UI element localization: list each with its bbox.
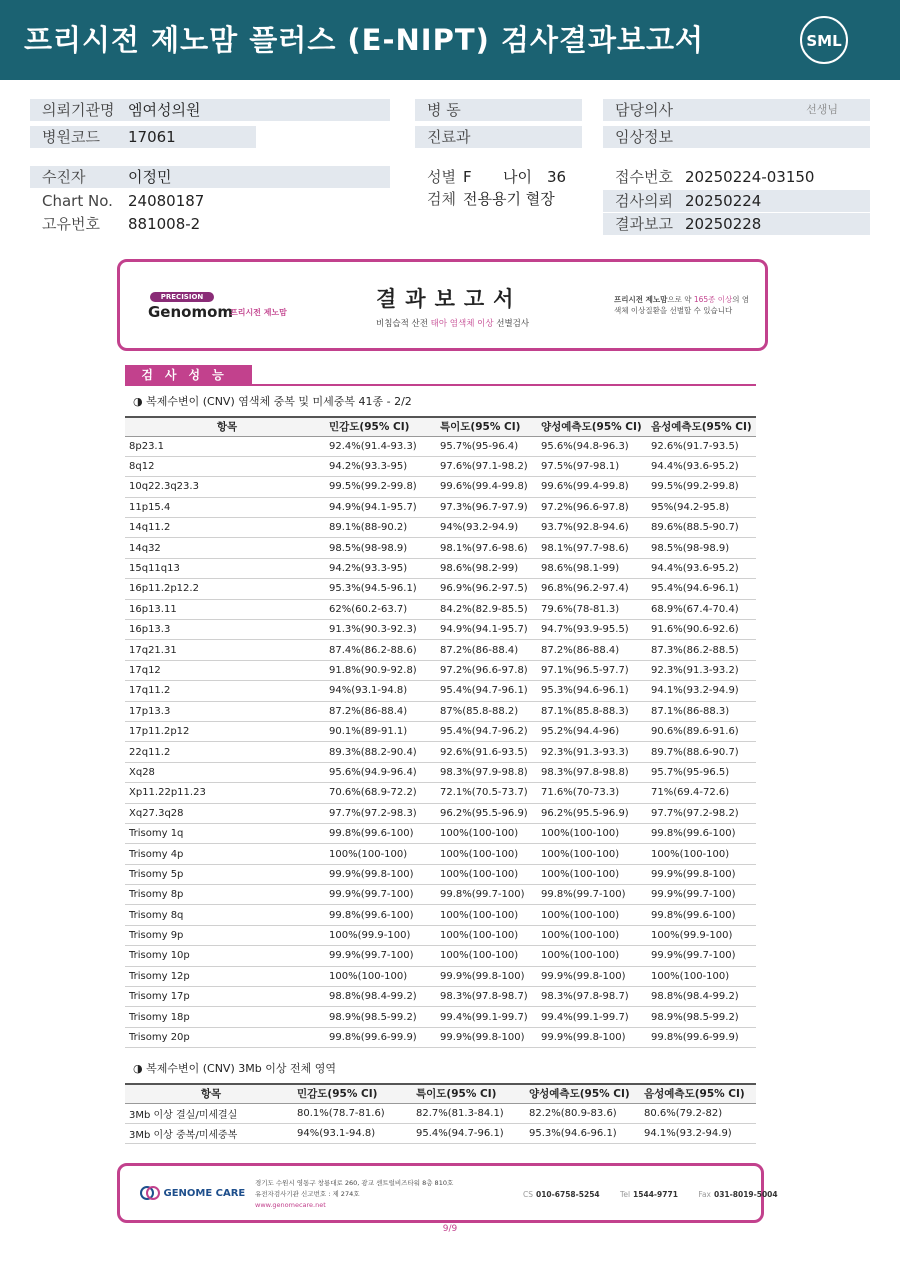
report-date-row (603, 213, 870, 235)
clinical-info-label: 임상정보 (615, 128, 673, 146)
cs-label: CS (523, 1190, 533, 1199)
table-row (125, 864, 756, 884)
row-value-cell: 90.1%(89-91.1) (329, 721, 440, 741)
genomom-brand: Genomom (148, 303, 234, 321)
doctor-row (603, 99, 870, 121)
row-value-cell: 71%(69.4-72.6) (651, 783, 756, 803)
row-value-cell: 62%(60.2-63.7) (329, 599, 440, 619)
hospital-code-value: 17061 (128, 128, 176, 146)
sex-value: F (463, 168, 472, 186)
row-value-cell: 87.2%(86-88.4) (541, 640, 651, 660)
row-value-cell: 100%(100-100) (329, 966, 440, 986)
row-value-cell: 100%(100-100) (440, 905, 541, 925)
table-row (125, 905, 756, 925)
genome-care-logo (140, 1185, 245, 1201)
row-value-cell: 92.3%(91.3-93.2) (651, 660, 756, 680)
row-value-cell: 92.6%(91.6-93.5) (440, 742, 541, 762)
row-value-cell: 99.9%(99.7-100) (651, 946, 756, 966)
request-date-label: 검사의뢰 (615, 192, 673, 210)
row-value-cell: 84.2%(82.9-85.5) (440, 599, 541, 619)
row-value-cell: 100%(100-100) (651, 966, 756, 986)
table-header-row (125, 1084, 756, 1103)
table-row (125, 1123, 756, 1143)
row-item-cell: 8q12 (125, 456, 329, 476)
row-value-cell: 96.2%(95.5-96.9) (541, 803, 651, 823)
row-value-cell: 87%(85.8-88.2) (440, 701, 541, 721)
row-value-cell: 100%(100-100) (329, 844, 440, 864)
footer-website-link[interactable]: www.genomecare.net (255, 1201, 326, 1209)
row-value-cell: 71.6%(70-73.3) (541, 783, 651, 803)
row-item-cell: 14q11.2 (125, 518, 329, 538)
doctor-label: 담당의사 (615, 101, 673, 119)
table-row (125, 742, 756, 762)
genome-care-logo-icon (140, 1185, 160, 1201)
row-value-cell: 87.3%(86.2-88.5) (651, 640, 756, 660)
row-value-cell: 82.7%(81.3-84.1) (416, 1103, 529, 1123)
column-header: 항목 (125, 1084, 297, 1103)
row-item-cell: 17q21.31 (125, 640, 329, 660)
row-value-cell: 96.2%(95.5-96.9) (440, 803, 541, 823)
row-value-cell: 99.9%(99.8-100) (329, 864, 440, 884)
table-row (125, 497, 756, 517)
genomom-brand-sub: 프리시전 제노맘 (230, 308, 287, 317)
row-value-cell: 97.2%(96.6-97.8) (440, 660, 541, 680)
column-header: 민감도(95% CI) (329, 417, 440, 436)
specimen-row (415, 188, 595, 210)
ward-row (415, 99, 582, 121)
row-value-cell: 99.9%(99.8-100) (440, 1027, 541, 1047)
row-value-cell: 95.3%(94.5-96.1) (329, 579, 440, 599)
row-item-cell: Xp11.22p11.23 (125, 783, 329, 803)
row-value-cell: 99.9%(99.8-100) (541, 966, 651, 986)
receipt-no-row (603, 166, 870, 188)
table-row (125, 436, 756, 456)
row-item-cell: Trisomy 9p (125, 925, 329, 945)
receipt-no-value: 20250224-03150 (685, 168, 815, 186)
section-tag: 검사성능 (125, 365, 252, 385)
row-value-cell: 97.6%(97.1-98.2) (440, 456, 541, 476)
row-value-cell: 99.8%(99.6-100) (329, 905, 440, 925)
table-row (125, 1027, 756, 1047)
row-value-cell: 96.8%(96.2-97.4) (541, 579, 651, 599)
row-value-cell: 100%(100-100) (541, 864, 651, 884)
column-header: 음성예측도(95% CI) (644, 1084, 756, 1103)
table-row (125, 701, 756, 721)
row-value-cell: 70.6%(68.9-72.2) (329, 783, 440, 803)
row-value-cell: 96.9%(96.2-97.5) (440, 579, 541, 599)
unique-no-label: 고유번호 (42, 215, 100, 233)
ward-label: 병 동 (427, 101, 461, 119)
row-value-cell: 87.2%(86-88.4) (440, 640, 541, 660)
row-value-cell: 98.9%(98.5-99.2) (329, 1007, 440, 1027)
row-value-cell: 100%(100-100) (541, 905, 651, 925)
doctor-suffix: 선생님 (806, 103, 838, 116)
row-value-cell: 92.6%(91.7-93.5) (651, 436, 756, 456)
row-value-cell: 72.1%(70.5-73.7) (440, 783, 541, 803)
table-row (125, 823, 756, 843)
row-value-cell: 80.1%(78.7-81.6) (297, 1103, 416, 1123)
footer-box (117, 1163, 778, 1223)
row-value-cell: 94%(93.2-94.9) (440, 518, 541, 538)
sex-label: 성별 (427, 168, 456, 186)
row-value-cell: 99.9%(99.7-100) (651, 885, 756, 905)
row-value-cell: 95.6%(94.9-96.4) (329, 762, 440, 782)
fax-label: Fax (698, 1190, 711, 1199)
row-value-cell: 99.8%(99.7-100) (541, 885, 651, 905)
footer-address: 경기도 수원시 영통구 창룡대로 260, 광교 센트럴비즈타워 8층 810호 (255, 1179, 454, 1187)
row-value-cell: 87.1%(85.8-88.3) (541, 701, 651, 721)
row-value-cell: 99.9%(99.8-100) (440, 966, 541, 986)
row-item-cell: 17p13.3 (125, 701, 329, 721)
table-row (125, 640, 756, 660)
table-row (125, 579, 756, 599)
row-value-cell: 99.6%(99.4-99.8) (440, 477, 541, 497)
row-value-cell: 98.5%(98-98.9) (651, 538, 756, 558)
column-header: 민감도(95% CI) (297, 1084, 416, 1103)
row-value-cell: 98.3%(97.8-98.7) (541, 987, 651, 1007)
table-row (125, 558, 756, 578)
row-value-cell: 99.5%(99.2-99.8) (651, 477, 756, 497)
row-value-cell: 91.6%(90.6-92.6) (651, 620, 756, 640)
row-value-cell: 98.1%(97.6-98.6) (440, 538, 541, 558)
row-value-cell: 99.8%(99.6-100) (329, 823, 440, 843)
column-header: 특이도(95% CI) (416, 1084, 529, 1103)
row-item-cell: 3Mb 이상 결실/미세결실 (125, 1103, 297, 1123)
age-label: 나이 (503, 168, 532, 186)
row-value-cell: 79.6%(78-81.3) (541, 599, 651, 619)
row-value-cell: 99.8%(99.7-100) (440, 885, 541, 905)
row-value-cell: 94.7%(93.9-95.5) (541, 620, 651, 640)
unique-no-row (30, 213, 390, 235)
row-value-cell: 94.2%(93.3-95) (329, 456, 440, 476)
table-row (125, 518, 756, 538)
row-value-cell: 100%(100-100) (440, 864, 541, 884)
row-value-cell: 99.9%(99.8-100) (541, 1027, 651, 1047)
table-row (125, 660, 756, 680)
row-value-cell: 98.3%(97.8-98.7) (440, 987, 541, 1007)
footer-license: 유전자검사기관 신고번호 : 제 274호 (255, 1190, 360, 1198)
row-value-cell: 93.7%(92.8-94.6) (541, 518, 651, 538)
row-value-cell: 97.5%(97-98.1) (541, 456, 651, 476)
hospital-code-label: 병원코드 (42, 128, 100, 146)
row-value-cell: 97.2%(96.6-97.8) (541, 497, 651, 517)
row-value-cell: 98.6%(98.2-99) (440, 558, 541, 578)
row-value-cell: 87.2%(86-88.4) (329, 701, 440, 721)
row-item-cell: Trisomy 18p (125, 1007, 329, 1027)
row-value-cell: 95.4%(94.7-96.1) (440, 681, 541, 701)
unique-no-value: 881008-2 (128, 215, 201, 233)
table-row (125, 456, 756, 476)
row-value-cell: 95.3%(94.6-96.1) (541, 681, 651, 701)
row-value-cell: 98.8%(98.4-99.2) (329, 987, 440, 1007)
footer-address-block (255, 1178, 453, 1211)
request-date-row (603, 190, 870, 212)
row-item-cell: 10q22.3q23.3 (125, 477, 329, 497)
row-value-cell: 100%(100-100) (440, 925, 541, 945)
row-item-cell: 17q11.2 (125, 681, 329, 701)
table-row (125, 721, 756, 741)
row-value-cell: 92.3%(91.3-93.3) (541, 742, 651, 762)
row-value-cell: 100%(100-100) (440, 823, 541, 843)
row-value-cell: 95.4%(94.7-96.2) (440, 721, 541, 741)
row-item-cell: 11p15.4 (125, 497, 329, 517)
row-item-cell: 16p13.11 (125, 599, 329, 619)
row-item-cell: Trisomy 12p (125, 966, 329, 986)
row-value-cell: 95.7%(95-96.4) (440, 436, 541, 456)
table-row (125, 844, 756, 864)
row-value-cell: 94.4%(93.6-95.2) (651, 456, 756, 476)
row-value-cell: 92.4%(91.4-93.3) (329, 436, 440, 456)
department-row (415, 126, 582, 148)
row-value-cell: 99.9%(99.8-100) (651, 864, 756, 884)
tel-label: Tel (620, 1190, 631, 1199)
row-value-cell: 91.3%(90.3-92.3) (329, 620, 440, 640)
row-value-cell: 98.3%(97.8-98.8) (541, 762, 651, 782)
institution-value: 엠여성의원 (128, 101, 201, 119)
table-row (125, 681, 756, 701)
row-value-cell: 90.6%(89.6-91.6) (651, 721, 756, 741)
row-item-cell: Xq27.3q28 (125, 803, 329, 823)
table-row (125, 925, 756, 945)
row-value-cell: 94.2%(93.3-95) (329, 558, 440, 578)
row-value-cell: 89.7%(88.6-90.7) (651, 742, 756, 762)
row-item-cell: Trisomy 20p (125, 1027, 329, 1047)
row-item-cell: Trisomy 17p (125, 987, 329, 1007)
row-value-cell: 99.8%(99.6-100) (651, 823, 756, 843)
row-item-cell: Trisomy 8q (125, 905, 329, 925)
row-value-cell: 82.2%(80.9-83.6) (529, 1103, 644, 1123)
row-value-cell: 98.5%(98-98.9) (329, 538, 440, 558)
row-item-cell: Trisomy 8p (125, 885, 329, 905)
row-value-cell: 94.4%(93.6-95.2) (651, 558, 756, 578)
row-value-cell: 94.1%(93.2-94.9) (644, 1123, 756, 1143)
table-row (125, 783, 756, 803)
table-row (125, 885, 756, 905)
table-row (125, 803, 756, 823)
table-row (125, 1103, 756, 1123)
report-header-bar (0, 0, 900, 80)
table-row (125, 620, 756, 640)
chart-no-value: 24080187 (128, 192, 205, 210)
row-value-cell: 95.6%(94.8-96.3) (541, 436, 651, 456)
footer-contact (523, 1190, 778, 1199)
column-header: 양성예측도(95% CI) (529, 1084, 644, 1103)
row-value-cell: 95.7%(95-96.5) (651, 762, 756, 782)
cnv-performance-table (125, 416, 756, 1048)
department-label: 진료과 (427, 128, 471, 146)
row-value-cell: 99.4%(99.1-99.7) (440, 1007, 541, 1027)
row-value-cell: 100%(100-100) (440, 844, 541, 864)
table-row (125, 1007, 756, 1027)
row-value-cell: 98.3%(97.9-98.8) (440, 762, 541, 782)
row-value-cell: 95.2%(94.4-96) (541, 721, 651, 741)
row-item-cell: 15q11q13 (125, 558, 329, 578)
clinical-info-row (603, 126, 870, 148)
section-subtitle-2: ◑ 복제수변이 (CNV) 3Mb 이상 전체 영역 (133, 1062, 336, 1075)
row-item-cell: Trisomy 4p (125, 844, 329, 864)
row-value-cell: 99.8%(99.6-99.9) (651, 1027, 756, 1047)
column-header: 항목 (125, 417, 329, 436)
tel-number: 1544-9771 (633, 1190, 678, 1199)
table-row (125, 599, 756, 619)
row-value-cell: 94.9%(94.1-95.7) (440, 620, 541, 640)
row-value-cell: 94%(93.1-94.8) (329, 681, 440, 701)
specimen-value: 전용용기 혈장 (463, 190, 555, 208)
row-item-cell: 22q11.2 (125, 742, 329, 762)
report-date-label: 결과보고 (615, 215, 673, 233)
row-item-cell: 17p11.2p12 (125, 721, 329, 741)
table-header-row (125, 417, 756, 436)
table-row (125, 987, 756, 1007)
genome-care-name: GENOME CARE (163, 1188, 246, 1199)
row-value-cell: 99.5%(99.2-99.8) (329, 477, 440, 497)
cs-number: 010-6758-5254 (536, 1190, 600, 1199)
column-header: 양성예측도(95% CI) (541, 417, 651, 436)
row-item-cell: 17q12 (125, 660, 329, 680)
row-value-cell: 95.4%(94.6-96.1) (651, 579, 756, 599)
row-value-cell: 94.9%(94.1-95.7) (329, 497, 440, 517)
row-value-cell: 95.3%(94.6-96.1) (529, 1123, 644, 1143)
report-date-value: 20250228 (685, 215, 762, 233)
row-value-cell: 80.6%(79.2-82) (644, 1103, 756, 1123)
row-item-cell: Trisomy 1q (125, 823, 329, 843)
row-value-cell: 89.1%(88-90.2) (329, 518, 440, 538)
row-value-cell: 87.1%(86-88.3) (651, 701, 756, 721)
examinee-row (30, 166, 390, 188)
row-value-cell: 97.3%(96.7-97.9) (440, 497, 541, 517)
row-value-cell: 98.9%(98.5-99.2) (651, 1007, 756, 1027)
table-row (125, 538, 756, 558)
row-item-cell: 14q32 (125, 538, 329, 558)
row-value-cell: 89.3%(88.2-90.4) (329, 742, 440, 762)
row-value-cell: 95.4%(94.7-96.1) (416, 1123, 529, 1143)
institution-label: 의뢰기관명 (42, 101, 115, 119)
row-value-cell: 99.8%(99.6-99.9) (329, 1027, 440, 1047)
row-value-cell: 100%(99.9-100) (329, 925, 440, 945)
sex-age-row (415, 166, 595, 188)
row-item-cell: Trisomy 10p (125, 946, 329, 966)
row-value-cell: 99.9%(99.7-100) (329, 885, 440, 905)
institution-row (30, 99, 390, 121)
row-value-cell: 98.1%(97.7-98.6) (541, 538, 651, 558)
sml-logo-text: SML (806, 32, 842, 50)
sml-logo-icon (798, 14, 850, 66)
row-item-cell: 16p11.2p12.2 (125, 579, 329, 599)
examinee-label: 수진자 (42, 168, 86, 186)
row-value-cell: 100%(100-100) (541, 844, 651, 864)
row-value-cell: 91.8%(90.9-92.8) (329, 660, 440, 680)
table-row (125, 946, 756, 966)
row-value-cell: 99.6%(99.4-99.8) (541, 477, 651, 497)
table-row (125, 477, 756, 497)
row-value-cell: 99.8%(99.6-100) (651, 905, 756, 925)
banner-right-text: 프리시전 제노맘으로 약 165종 이상의 염색체 이상질환을 선별할 수 있습니다 (614, 295, 750, 315)
report-title: 프리시전 제노맘 플러스 (E-NIPT) 검사결과보고서 (24, 23, 705, 57)
row-value-cell: 94.1%(93.2-94.9) (651, 681, 756, 701)
examinee-value: 이정민 (128, 168, 172, 186)
table-row (125, 762, 756, 782)
fax-number: 031-8019-5004 (713, 1190, 778, 1199)
row-value-cell: 97.7%(97.2-98.3) (329, 803, 440, 823)
hospital-code-row (30, 126, 256, 148)
row-value-cell: 98.8%(98.4-99.2) (651, 987, 756, 1007)
row-value-cell: 95%(94.2-95.8) (651, 497, 756, 517)
row-value-cell: 89.6%(88.5-90.7) (651, 518, 756, 538)
row-value-cell: 100%(99.9-100) (651, 925, 756, 945)
row-value-cell: 98.6%(98.1-99) (541, 558, 651, 578)
table-row (125, 966, 756, 986)
column-header: 음성예측도(95% CI) (651, 417, 756, 436)
banner-subtitle: 비침습적 산전 태아 염색체 이상 선별검사 (376, 319, 530, 329)
chart-no-label: Chart No. (42, 192, 113, 210)
row-value-cell: 87.4%(86.2-88.6) (329, 640, 440, 660)
report-banner (117, 259, 768, 351)
page-number: 9/9 (442, 1224, 458, 1234)
row-item-cell: 8p23.1 (125, 436, 329, 456)
row-value-cell: 97.7%(97.2-98.2) (651, 803, 756, 823)
row-value-cell: 97.1%(96.5-97.7) (541, 660, 651, 680)
row-value-cell: 100%(100-100) (541, 823, 651, 843)
chart-no-row (30, 190, 390, 212)
age-value: 36 (547, 168, 567, 186)
section-divider (125, 384, 756, 386)
request-date-value: 20250224 (685, 192, 762, 210)
row-value-cell: 99.4%(99.1-99.7) (541, 1007, 651, 1027)
row-item-cell: 3Mb 이상 중복/미세중복 (125, 1123, 297, 1143)
row-value-cell: 99.9%(99.7-100) (329, 946, 440, 966)
row-item-cell: Xq28 (125, 762, 329, 782)
row-value-cell: 68.9%(67.4-70.4) (651, 599, 756, 619)
specimen-label: 검체 (427, 190, 456, 208)
row-value-cell: 100%(100-100) (541, 946, 651, 966)
column-header: 특이도(95% CI) (440, 417, 541, 436)
row-value-cell: 100%(100-100) (440, 946, 541, 966)
precision-pill: PRECISION (150, 292, 214, 302)
section-subtitle-1: ◑ 복제수변이 (CNV) 염색체 중복 및 미세중복 41종 - 2/2 (133, 395, 412, 408)
cnv-3mb-table (125, 1083, 756, 1144)
row-item-cell: 16p13.3 (125, 620, 329, 640)
banner-title: 결과보고서 (376, 287, 523, 311)
row-value-cell: 94%(93.1-94.8) (297, 1123, 416, 1143)
receipt-no-label: 접수번호 (615, 168, 673, 186)
row-item-cell: Trisomy 5p (125, 864, 329, 884)
row-value-cell: 100%(100-100) (541, 925, 651, 945)
row-value-cell: 100%(100-100) (651, 844, 756, 864)
